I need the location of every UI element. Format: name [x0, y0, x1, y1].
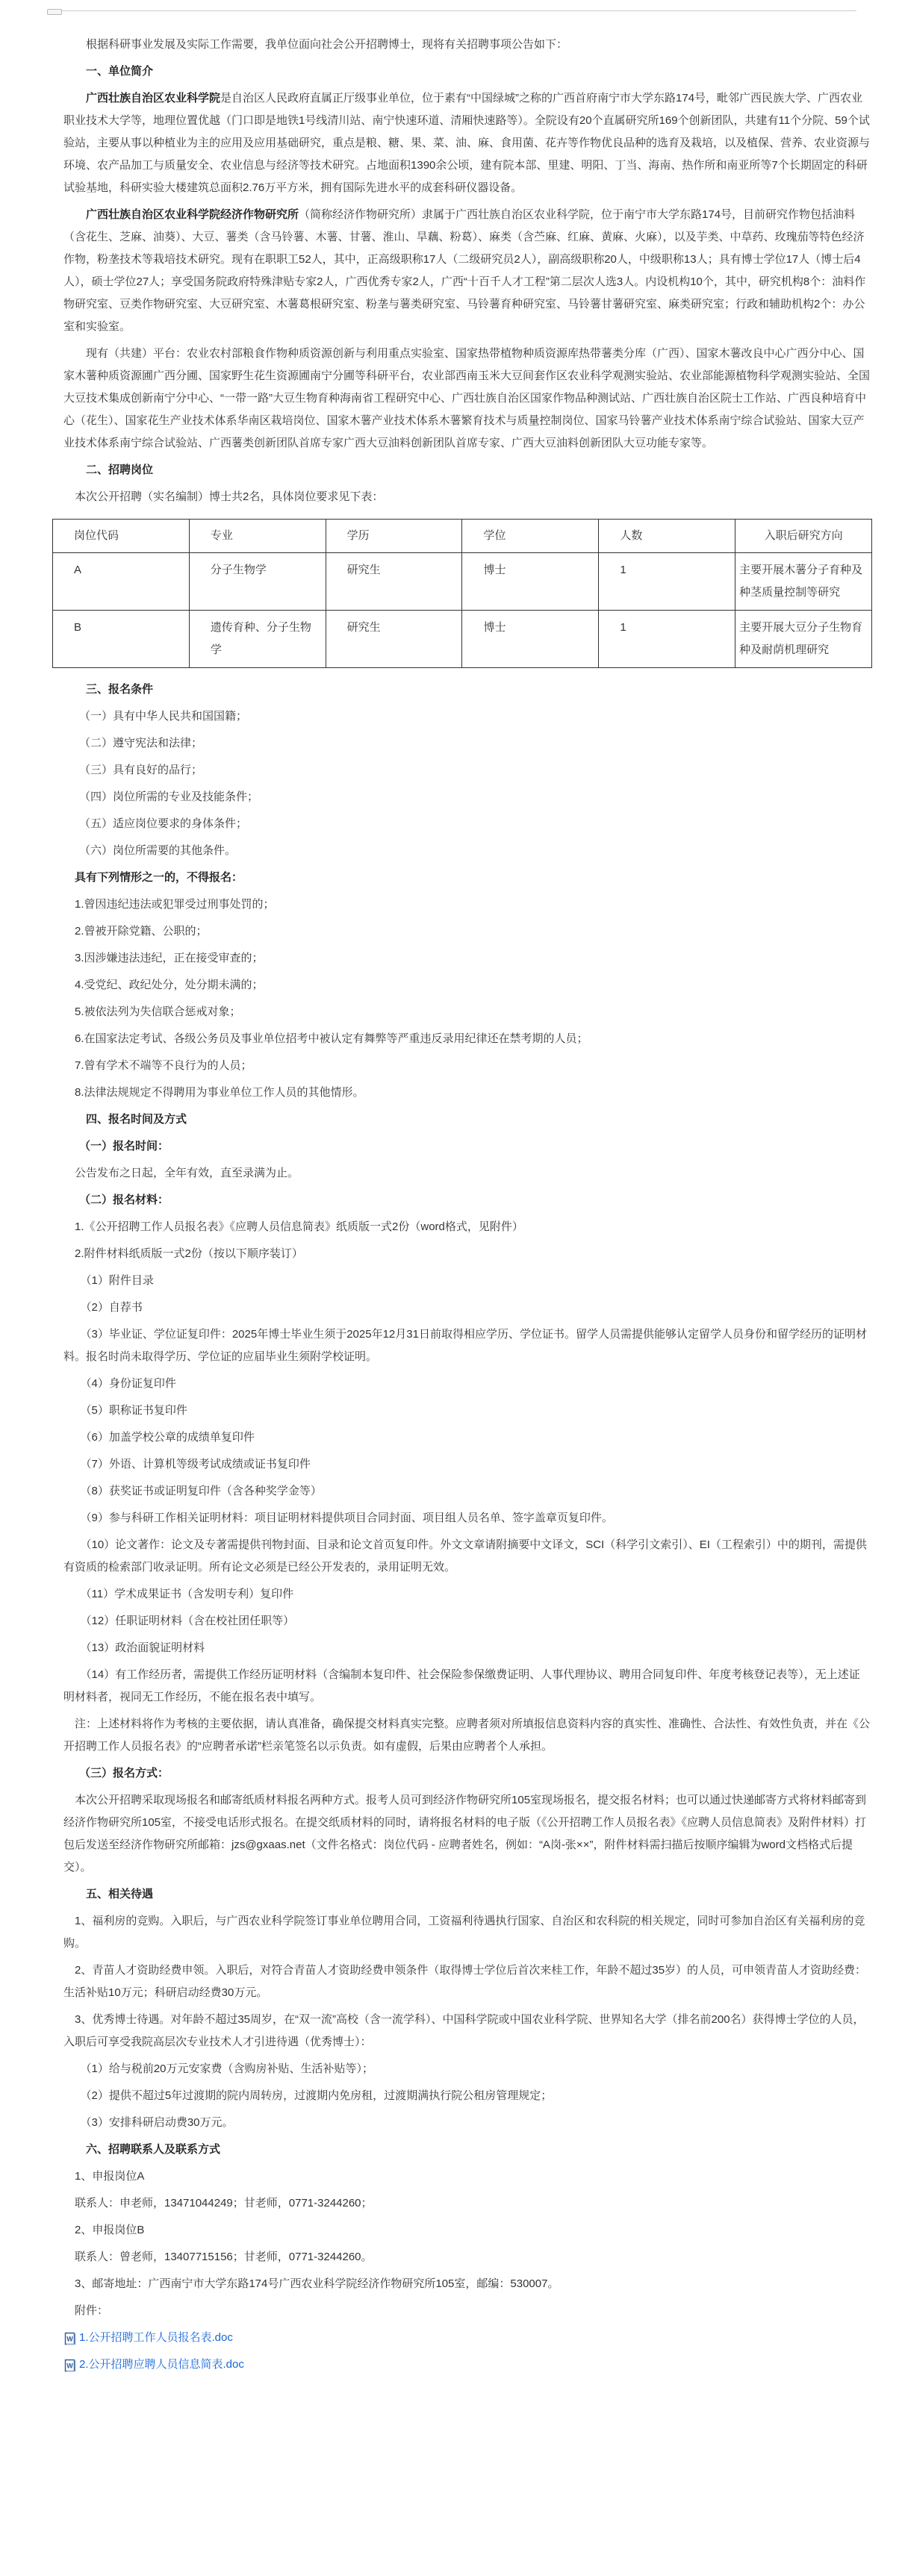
materials-item-2: 2.附件材料纸质版一式2份（按以下顺序装订） [75, 1247, 303, 1260]
col-headcount: 人数 [599, 520, 735, 553]
platforms-paragraph: 现有（共建）平台：农业农村部粮食作物种质资源创新与利用重点实验室、国家热带植物种质资源库热带薯类分库（广西）、国家木薯改良中心广西分中心、国家木薯种质资源圃广西分圃、国家野生花生资源圃南宁分圃等科研平台，农业部西南玉米大豆间套作区农业科学观测实验站、农业部能源植物科学观测实验站、全国大豆技术集成创新南宁分中心、“一带一路”大豆生物育种海南省工程研究中心、广西壮族自治区国家作物品种测试站、广西壮族自治区院士工作站、广西良种培育中心（花生）、国家花生产业技术体系华南区栽培岗位、国家木薯产业技术体系木薯繁育技术与质量控制岗位、国家马铃薯产业技术体系南宁综合试验站、国家大豆产业技术体系南宁综合试验站、广西薯类创新团队首席专家广西大豆油料创新团队首席专家、广西大豆油料创新团队大豆功能专家等。 [63, 347, 871, 449]
section-1-heading: 一、单位简介 [86, 65, 154, 78]
signup-time-text: 公告发布之日起，全年有效，直至录满为止。 [75, 1167, 299, 1179]
condition-item-1: （一）具有中华人民共和国国籍； [79, 710, 248, 723]
contact-position-a: 1、申报岗位A [75, 2170, 145, 2183]
announcement-page [0, 10, 902, 2576]
contact-line-a: 联系人：申老师，13471044249；甘老师，0771-3244260； [75, 2197, 373, 2209]
contact-line-b: 联系人：曾老师，13407715156；甘老师，0771-3244260。 [75, 2251, 373, 2263]
materials-item-1: 1.《公开招聘工作人员报名表》《应聘人员信息简表》纸质版一式2份（word格式，见附件） [75, 1220, 523, 1233]
benefit-sub-item-1: （1）给与税前20万元安家费（含购房补贴、生活补贴等）； [80, 2062, 374, 2075]
table-row-position-a [53, 553, 872, 611]
no-apply-item-6: 6.在国家法定考试、各级公务员及事业单位招考中被认定有舞弊等严重违反录用纪律还在禁考期的人员； [75, 1032, 588, 1045]
no-apply-item-5: 5.被依法列为失信联合惩戒对象； [75, 1005, 241, 1018]
table-row-position-b [53, 611, 872, 668]
cell-degree-a: 博士 [462, 553, 599, 611]
word-doc-icon [63, 2331, 77, 2345]
benefit-sub-item-2: （2）提供不超过5年过渡期的院内周转房，过渡期内免房租，过渡期满执行院公租房管理规定； [80, 2089, 553, 2102]
no-apply-item-1: 1.曾因违纪违法或犯罪受过刑事处罚的； [75, 898, 275, 911]
condition-item-4: （四）岗位所需的专业及技能条件； [79, 790, 259, 803]
method-text: 本次公开招聘采取现场报名和邮寄纸质材料报名两种方式。报考人员可到经济作物研究所105室现场报名，提交报名材料；也可以通过快递邮寄方式将材料邮寄到经济作物研究所105室，不接受电话形式报名。在提交纸质材料的同时，请将报名材料的电子版（《公开招聘工作人员报名表》《应聘人员信息简表》及附件材料）打包后发送至经济作物研究所邮箱：jzs@gxaas.net（文件名格式：岗位代码 - 应聘者姓名，例如：“A岗-张××”，附件材料需扫描后按顺序编辑为word文档格式后提交）。 [63, 1794, 867, 1874]
condition-item-2: （二）遵守宪法和法律； [79, 737, 203, 749]
no-apply-item-3: 3.因涉嫌违法违纪，正在接受审查的； [75, 952, 264, 964]
condition-item-3: （三）具有良好的品行； [79, 764, 203, 776]
benefit-item-2: 2、青苗人才资助经费申领。入职后，对符合青苗人才资助经费申领条件（取得博士学位后首次来桂工作，年龄不超过35岁）的人员，可申领青苗人才资助经费：生活补贴10万元；科研启动经费30万元。 [63, 1964, 867, 1999]
cell-major-a: 分子生物学 [189, 553, 326, 611]
org-intro-paragraph [63, 87, 870, 199]
no-apply-item-8: 8.法律法规规定不得聘用为事业单位工作人员的其他情形。 [75, 1086, 364, 1099]
col-research-direction: 入职后研究方向 [735, 520, 872, 553]
materials-note: 注：上述材料将作为考核的主要依据，请认真准备，确保提交材料真实完整。应聘者须对所填报信息资料内容的真实性、准确性、合法性、有效性负责，并在《公开招聘工作人员报名表》的“应聘者承诺”栏亲笔签名以示负责。如有虚假，后果由应聘者个人承担。 [63, 1718, 871, 1753]
contact-position-b: 2、申报岗位B [75, 2224, 145, 2236]
cell-education-a: 研究生 [326, 553, 462, 611]
attachment-line-2 [63, 2354, 870, 2376]
section-3-heading: 三、报名条件 [86, 683, 154, 696]
material-list-item-4: （4）身份证复印件 [80, 1377, 176, 1390]
recruit-count-paragraph: 本次公开招聘（实名编制）博士共2名，具体岗位要求见下表： [75, 490, 384, 503]
cell-headcount-a: 1 [599, 553, 735, 611]
no-apply-item-2: 2.曾被开除党籍、公职的； [75, 925, 208, 938]
benefit-item-3: 3、优秀博士待遇。对年龄不超过35周岁，在“双一流”高校（含一流学科）、中国科学院或中国农业科学院、世界知名大学（排名前200名）获得博士学位的人员，入职后可享受我院高层次专业技术人才引进待遇（优秀博士）： [63, 2013, 865, 2048]
cell-degree-b: 博士 [462, 611, 599, 668]
cell-code-b: B [53, 611, 190, 668]
org-intro-text: 是自治区人民政府直属正厅级事业单位，位于素有“中国绿城”之称的广西首府南宁市大学东路174号，毗邻广西民族大学、广西农业职业技术大学等，地理位置优越（门口即是地铁1号线清川站、南宁快速环道、清厢快速路等）。全院设有20个直属研究所169个创新团队，共建有11个分院、59个试验站，主要从事以种植业为主的应用及应用基础研究，重点是粮、糖、果、菜、油、麻、食用菌、花卉等作物优良品种的选育及栽培，以及植保、营养、农业资源与环境、农产品加工与质量安全、农业信息与经济等技术研究。占地面积1390余公顷，建有院本部、里建、明阳、丁当、海南、热作所和南亚所等7个长期固定的科研试验基地，科研实验大楼建筑总面积2.76万平方米，拥有国际先进水平的成套科研仪器设备。 [63, 92, 871, 194]
col-major: 专业 [189, 520, 326, 553]
materials-subheading: （二）报名材料： [79, 1194, 169, 1206]
cell-education-b: 研究生 [326, 611, 462, 668]
col-degree: 学位 [462, 520, 599, 553]
material-list-item-14: （14）有工作经历者，需提供工作经历证明材料（含编制本复印件、社会保险参保缴费证明、人事代理协议、聘用合同复印件、年度考核登记表等），无上述证明材料者，视同无工作经历，不能在报名表中填写。 [63, 1668, 860, 1703]
condition-item-5: （五）适应岗位要求的身体条件； [79, 817, 248, 830]
material-list-item-12: （12）任职证明材料（含在校社团任职等） [80, 1615, 295, 1627]
no-apply-item-7: 7.曾有学术不端等不良行为的人员； [75, 1059, 252, 1072]
svg-text:W: W [66, 2362, 73, 2370]
intro-paragraph: 根据科研事业发展及实际工作需要，我单位面向社会公开招聘博士，现将有关招聘事项公告如下： [86, 38, 568, 51]
material-list-item-3: （3）毕业证、学位证复印件：2025年博士毕业生须于2025年12月31日前取得相应学历、学位证书。留学人员需提供能够认定留学人员身份和留学经历的证明材料。报名时尚未取得学历、学位证的应届毕业生须附学校证明。 [63, 1328, 867, 1363]
col-education: 学历 [326, 520, 462, 553]
org-name-bold: 广西壮族自治区农业科学院 [86, 92, 221, 105]
top-cropped-element [47, 9, 62, 15]
material-list-item-6: （6）加盖学校公章的成绩单复印件 [80, 1431, 255, 1444]
material-list-item-5: （5）职称证书复印件 [80, 1404, 187, 1417]
no-apply-title: 具有下列情形之一的，不得报名： [75, 871, 243, 884]
word-doc-icon [63, 2358, 77, 2371]
svg-text:W: W [66, 2335, 73, 2343]
material-list-item-9: （9）参与科研工作相关证明材料：项目证明材料提供项目合同封面、项目组人员名单、签字盖章页复印件。 [80, 1512, 613, 1524]
section-4-heading: 四、报名时间及方式 [86, 1113, 187, 1126]
material-list-item-2: （2）自荐书 [80, 1301, 143, 1314]
col-position-code: 岗位代码 [53, 520, 190, 553]
positions-table [52, 519, 872, 668]
section-6-heading: 六、招聘联系人及联系方式 [86, 2143, 221, 2156]
method-subheading: （三）报名方式： [79, 1767, 169, 1780]
section-5-heading: 五、相关待遇 [86, 1888, 154, 1900]
institute-intro-text: （简称经济作物研究所）隶属于广西壮族自治区农业科学院，位于南宁市大学东路174号，目前研究作物包括油料（含花生、芝麻、油葵）、大豆、薯类（含马铃薯、木薯、甘薯、淮山、旱藕、粉葛）、麻类（含苎麻、红麻、黄麻、火麻），以及芋类、中草药、玫瑰茄等特色经济作物，粉垄技术等栽培技术研究。现有在职职工52人，其中，正高级职称17人（二级研究员2人），副高级职称20人，中级职称13人；具有博士学位17人（博士后4人），硕士学位27人；享受国务院政府特殊津贴专家2人，广西优秀专家2人，广西“十百千人才工程”第二层次人选3人。内设机构10个，其中，研究机构8个：油料作物研究室、豆类作物研究室、大豆研究室、木薯葛根研究室、粉垄与薯类研究室、马铃薯育种研究室、马铃薯甘薯研究室、麻类研究室；行政和辅助机构2个：办公室和实验室。 [63, 208, 866, 333]
institute-name-bold: 广西壮族自治区农业科学院经济作物研究所 [86, 208, 299, 221]
condition-item-6: （六）岗位所需要的其他条件。 [79, 844, 237, 857]
article-body [0, 11, 902, 2410]
no-apply-item-4: 4.受党纪、政纪处分，处分期未满的； [75, 979, 264, 991]
material-list-item-13: （13）政治面貌证明材料 [80, 1641, 205, 1654]
benefit-item-1: 1、福利房的竞购。入职后，与广西农业科学院签订事业单位聘用合同，工资福利待遇执行国家、自治区和农科院的相关规定，同时可参加自治区有关福利房的竞购。 [63, 1915, 865, 1950]
material-list-item-7: （7）外语、计算机等级考试成绩或证书复印件 [80, 1458, 311, 1471]
cell-major-b: 遗传育种、分子生物学 [189, 611, 326, 668]
attachment-link-1[interactable]: 1.公开招聘工作人员报名表.doc [79, 2331, 233, 2344]
cell-code-a: A [53, 553, 190, 611]
material-list-item-8: （8）获奖证书或证明复印件（含各种奖学金等） [80, 1485, 322, 1497]
attachment-line-1 [63, 2327, 870, 2349]
mailing-address-line: 3、邮寄地址：广西南宁市大学东路174号广西农业科学院经济作物研究所105室，邮编：530007。 [75, 2277, 559, 2290]
material-list-item-10: （10）论文著作：论文及专著需提供刊物封面、目录和论文首页复印件。外文文章请附摘要中文译文，SCI（科学引文索引）、EI（工程索引）中的期刊，需提供有资质的检索部门收录证明。所有论文必须是已经公开发表的，录用证明无效。 [63, 1538, 867, 1574]
material-list-item-1: （1）附件目录 [80, 1274, 154, 1287]
material-list-item-11: （11）学术成果证书（含发明专利）复印件 [80, 1588, 294, 1600]
section-2-heading: 二、招聘岗位 [86, 464, 154, 476]
cell-direction-a: 主要开展木薯分子育种及种茎质量控制等研究 [735, 553, 872, 611]
cell-direction-b: 主要开展大豆分子生物育种及耐荫机理研究 [735, 611, 872, 668]
signup-time-subheading: （一）报名时间： [79, 1140, 169, 1153]
institute-intro-paragraph [63, 204, 870, 338]
table-header-row [53, 520, 872, 553]
benefit-sub-item-3: （3）安排科研启动费30万元。 [80, 2116, 234, 2129]
attachments-label: 附件： [75, 2304, 109, 2317]
attachment-link-2[interactable]: 2.公开招聘应聘人员信息简表.doc [79, 2358, 244, 2371]
cell-headcount-b: 1 [599, 611, 735, 668]
